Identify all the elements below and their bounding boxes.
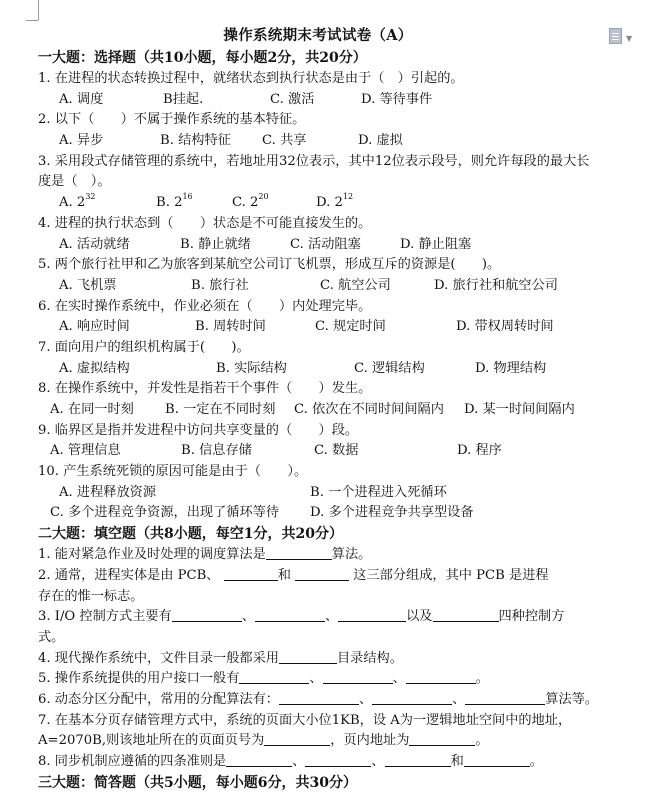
question-10-options-row2 [38,503,598,524]
answer-blank[interactable] [279,690,359,705]
answer-blank[interactable] [226,752,292,767]
option-c: C. 逻辑结构 [354,360,425,376]
answer-blank[interactable] [464,752,530,767]
chevron-down-icon: ▼ [626,34,633,43]
answer-blank[interactable] [224,566,278,581]
answer-blank[interactable] [295,566,349,581]
answer-blank[interactable] [372,690,452,705]
option-b: B. 旅行社 [191,277,249,293]
question-5-options [38,276,598,297]
option-d: D. 虚拟 [358,133,403,149]
option-d [316,193,353,214]
option-d: D. 某一时间间隔内 [464,402,575,418]
crop-mark-vertical [38,0,39,20]
option-a: A. 在同一时刻 [50,402,134,418]
fill-question-4: 4. 现代操作系统中，文件目录一般都采用 目录结构。 [38,650,403,666]
option-a: A. 活动就绪 [59,236,130,252]
option-d: D. 程序 [457,443,502,459]
question-10: 10. 产生系统死锁的原因可能是由于（ ）。 [38,464,308,480]
option-b: B挂起. [163,91,204,107]
fill-question-7: 7. 在基本分页存储管理方式中，系统的页面大小位1KB，设 A为一逻辑地址空间中的地址， [38,712,572,728]
option-a: A. 虚拟结构 [59,360,130,376]
answer-blank[interactable] [409,731,475,746]
option-a: A. 响应时间 [59,319,130,335]
answer-blank[interactable] [385,752,451,767]
option-d: D. 等待事件 [361,91,433,107]
answer-blank[interactable] [279,649,337,664]
question-7-options [38,359,598,380]
answer-blank[interactable] [239,669,309,684]
question-1: 1. 在进程的状态转换过程中，就绪状态到执行状态是由于（ ）引起的。 [38,71,464,86]
option-c: C. 依次在不同时间间隔内 [294,402,444,418]
option-b-base: B. 2 [156,195,183,211]
option-a: A. 管理信息 [50,443,121,459]
answer-blank[interactable] [305,752,371,767]
document-icon [609,28,622,44]
option-d: D. 静止阻塞 [400,236,472,252]
section1-heading: 一大题：选择题（共10小题，每小题2分，共20分） [38,50,367,66]
answer-blank[interactable] [255,607,325,622]
section2-heading: 二大题：填空题（共8小题，每空1分，共20分） [38,526,343,543]
document-menu-icon[interactable] [609,28,633,45]
answer-blank[interactable] [433,607,499,622]
option-b: B. 周转时间 [195,319,266,335]
option-a: A. 调度 [59,91,104,107]
answer-blank[interactable] [266,545,332,560]
fill-question-1: 1. 能对紧急作业及时处理的调度算法是 算法。 [38,547,372,563]
question-2: 2. 以下（ ）不属于操作系统的基本特征。 [38,112,306,128]
fill-question-2-cont: 存在的惟一标志。 [38,588,144,604]
question-5: 5. 两个旅行社甲和乙为旅客到某航空公司订飞机票，形成互斥的资源是( )。 [38,257,501,273]
question-3: 3. 采用段式存储管理的系统中，若地址用32位表示，其中12位表示段号，则允许每段的最大长度是（ ）。 [38,153,590,190]
answer-blank[interactable] [406,669,476,684]
option-c: C. 激活 [270,91,315,107]
exam-page [38,24,598,794]
option-c: C. 共享 [262,133,307,149]
option-c: C. 多个进程竞争资源，出现了循环等待 [50,505,280,521]
answer-blank[interactable] [172,607,242,622]
answer-blank[interactable] [264,731,330,746]
option-d: D. 旅行社和航空公司 [434,277,558,293]
section3-heading: 三大题：简答题（共5小题，每小题6分，共30分） [38,774,357,791]
option-d: D. 带权周转时间 [456,319,554,335]
option-c [232,193,269,214]
option-d-base: D. 2 [316,195,343,211]
option-b: B. 结构特征 [160,133,231,149]
option-a-exponent: 32 [85,192,96,202]
option-b [156,193,193,214]
fill-question-2: 2. 通常，进程实体是由 PCB、 和 这三部分组成，其中 PCB 是进程 [38,567,549,583]
option-c: C. 数据 [314,443,359,459]
option-d: D. 多个进程竞争共享型设备 [310,505,474,521]
question-6-options [38,317,598,338]
option-a: A. 异步 [59,133,104,149]
option-b: B. 信息存储 [181,443,252,459]
question-4-options [38,235,598,256]
question-9-options [38,441,598,462]
answer-blank[interactable] [323,669,393,684]
option-a: A. 飞机票 [59,277,117,293]
fill-question-7-cont: A=2070B,则该地址所在的页面页号为 ，页内地址为 。 [38,733,489,749]
option-c: C. 活动阻塞 [290,236,361,252]
question-10-options-row1 [38,483,598,504]
fill-question-3: 3. I/O 控制方式主要有 、 、 以及 四种控制方 [38,609,565,625]
fill-question-5: 5. 操作系统提供的用户接口一般有 、 、 。 [38,671,489,687]
page-title: 操作系统期末考试试卷（A） [223,27,413,44]
crop-mark-horizontal [26,20,38,21]
answer-blank[interactable] [465,690,545,705]
option-a-base: A. 2 [59,195,86,211]
option-c-exponent: 20 [258,192,269,202]
answer-blank[interactable] [338,607,406,622]
fill-question-6: 6. 动态分区分配中，常用的分配算法有： 、 、 算法等。 [38,691,599,707]
question-8: 8. 在操作系统中，并发性是指若干个事件（ ）发生。 [38,381,372,397]
question-3-options [38,193,598,214]
option-a [59,193,96,214]
option-a: A. 进程释放资源 [59,484,157,500]
option-b: B. 实际结构 [216,360,287,376]
option-c: C. 规定时间 [315,319,386,335]
option-d: D. 物理结构 [475,360,547,376]
option-b-exponent: 16 [182,192,193,202]
option-b: B. 一定在不同时刻 [165,402,276,418]
fill-question-8: 8. 同步机制应遵循的四条准则是 、 、 和 。 [38,754,543,770]
question-6: 6. 在实时操作系统中，作业必须在（ ）内处理完毕。 [38,298,372,314]
option-d-exponent: 12 [342,192,354,202]
option-c-base: C. 2 [232,195,259,211]
question-8-options [38,400,598,421]
option-b: B. 一个进程进入死循环 [310,484,447,500]
question-1-options [38,90,598,111]
fill-question-3-cont: 式。 [38,629,65,645]
option-c: C. 航空公司 [320,277,391,293]
question-4: 4. 进程的执行状态到（ ）状态是不可能直接发生的。 [38,215,372,231]
option-b: B. 静止就绪 [180,236,251,252]
question-7: 7. 面向用户的组织机构属于( )。 [38,339,250,355]
question-9: 9. 临界区是指并发进程中访问共享变量的（ ）段。 [38,422,359,438]
question-2-options [38,131,598,152]
